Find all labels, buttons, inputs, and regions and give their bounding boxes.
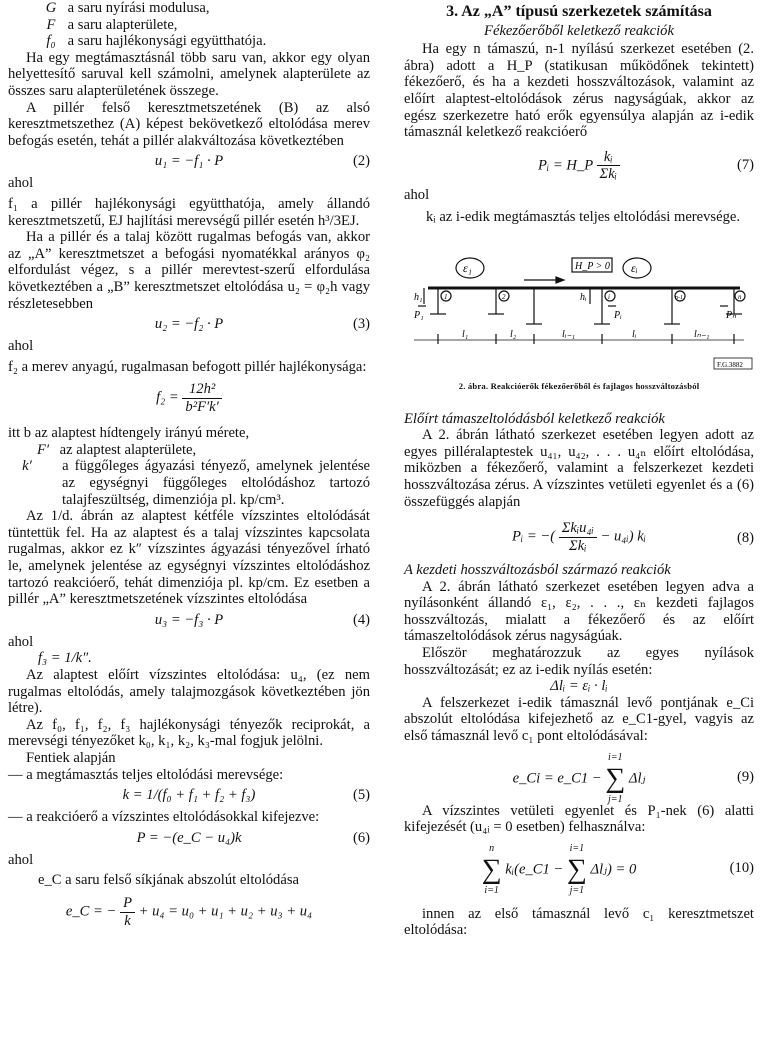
definition-symbol: f₀	[46, 33, 56, 50]
right-column	[404, 0, 754, 939]
sum-upper-limit: n	[489, 842, 495, 854]
fraction-denominator: Σkᵢ	[599, 166, 617, 183]
equation-lhs: e_C = −	[65, 903, 117, 920]
sum-upper-limit: i=1	[569, 842, 585, 854]
equation	[8, 826, 370, 852]
equation-mid: kᵢ(e_C1 −	[505, 861, 564, 878]
equation	[404, 510, 754, 562]
equation	[8, 149, 370, 175]
fraction	[120, 895, 135, 929]
fraction	[559, 520, 597, 554]
equation-formula	[404, 520, 754, 554]
paragraph: kᵢ az i-edik megtámasztás teljes eltolódási merevsége.	[426, 209, 741, 226]
paragraph: — a megtámasztás teljes eltolódási merevsége:	[8, 766, 284, 783]
equation-number: (10)	[729, 859, 754, 876]
equation-formula	[404, 842, 714, 898]
equation	[404, 745, 754, 803]
equation	[8, 889, 370, 929]
equation-rhs: Δlⱼ) = 0	[590, 861, 637, 878]
equation-formula: k = 1/(f₀ + f₁ + f₂ + f₃)	[122, 787, 256, 804]
label-hi: hᵢ	[580, 291, 587, 303]
equation-number: (3)	[352, 316, 370, 333]
equation-rhs: + u₄ = u₀ + u₁ + u₂ + u₃ + u₄	[138, 903, 313, 920]
paragraph: Először meghatározzuk az egyes nyílások hosszváltozását; ez az i-edik nyílás esetén:	[404, 645, 754, 678]
left-column	[8, 0, 370, 929]
paragraph: ahol	[8, 338, 34, 355]
label-pn: Pₙ	[726, 309, 737, 321]
equation-formula	[404, 751, 754, 807]
fraction-numerator: 12h²	[182, 381, 221, 399]
label-l1: l₁	[462, 328, 469, 340]
equation-number: (8)	[736, 530, 754, 547]
definition-text: a saru alapterülete,	[67, 16, 178, 33]
paragraph: Az 1/d. ábrán az alaptest kétféle vízszintes eltolódását tüntettük fel. Ha az alaptest és a talaj vízszintes kapcsolata rugalmas, akkor ez k″ vízszintes ágyazási tényezővel írható le, amelynek jelentése az egységnyi vízszintes eltolódáshoz tartozó reakcióerő, tehát dimenziója pl. kp/cm. Ez esetben a pillér „A” keresztmetszetének vízszintes eltolódása	[8, 508, 370, 608]
definition-text: a saru hajlékonysági együtthatója.	[67, 33, 267, 50]
label-p1: P₁	[414, 309, 424, 321]
paragraph: ahol	[404, 186, 430, 203]
paragraph: ahol	[8, 633, 34, 650]
equation-number: (2)	[352, 153, 370, 170]
sum-lower-limit: j=1	[608, 793, 623, 805]
paragraph: Az alaptest előírt vízszintes eltolódása: u₄, (ez nem rugalmas eltolódás, amely talajmozgások következtében jön létre).	[8, 667, 370, 717]
paragraph: itt b az alaptest hídtengely irányú mérete,	[8, 425, 250, 442]
paragraph: A 2. ábrán látható szerkezet esetében legyen adva a nyílásonként állandó ε₁, ε₂, . . ., εₙ kezdeti fajlagos hosszváltozás, mialatt a fékezőerő és az előírt támaszeltolódások zérus nagyságúak.	[404, 578, 754, 645]
fraction-denominator: b²F′k′	[185, 398, 219, 415]
fraction-denominator: k	[124, 912, 131, 929]
fraction-denominator: Σkᵢ	[569, 537, 587, 554]
label-epsilon-1: ε₁	[463, 260, 472, 275]
definition-text: a függőleges ágyazási tényező, amelynek jelentése az egységnyi függőleges eltolódáshoz tartozó talajfeszültség, dimenziója pl. kp/cm³.	[62, 458, 370, 508]
label-hp: H_P > 0	[575, 260, 610, 272]
equation-rhs: Δlⱼ	[628, 769, 646, 786]
definition-text: a saru nyírási modulusa,	[67, 0, 210, 16]
equation-formula: u₁ = −f₁ · P	[154, 153, 224, 170]
equation-number: (9)	[736, 768, 754, 785]
paragraph: Ha a pillér és a talaj között rugalmas befogás van, akkor az „A” keresztmetszet a befogási nyomatékkal arányos φ₂ elfordulást végez, s a pillér merevtest-szerű elfordulása következtében a „B” keresztmetszet eltolódása u₂ = φ₂h vagy részletesebben	[8, 229, 370, 312]
fraction	[597, 149, 620, 183]
equation-formula: P = −(e_C − u₄)k	[136, 829, 242, 846]
definition-item	[38, 33, 370, 50]
subsection-title: Előírt támaszeltolódásból keletkező reakciók	[404, 410, 665, 427]
equation-rhs: − u₄ᵢ) kᵢ	[600, 528, 646, 545]
definition-list	[8, 442, 370, 508]
sum-operator	[605, 751, 625, 807]
label-l2: l₂	[510, 328, 517, 340]
equation	[8, 608, 370, 634]
equation-number: (6)	[352, 829, 370, 846]
equation	[8, 375, 370, 425]
label-li-1: lᵢ₋₁	[562, 328, 576, 340]
fraction-numerator: kᵢ	[597, 149, 620, 167]
subsection-title: A kezdeti hosszváltozásból származó reakciók	[404, 562, 671, 579]
equation-formula: u₃ = −f₃ · P	[154, 611, 224, 628]
label-support-n: n	[738, 292, 742, 301]
fraction	[182, 381, 221, 415]
section-title: 3. Az „A” típusú szerkezetek számítása	[446, 3, 712, 20]
paragraph: Fentiek alapján	[26, 749, 116, 766]
definition-item	[22, 458, 370, 508]
definition-item	[38, 0, 370, 17]
paragraph: e_C a saru felső síkjának abszolút eltolódása	[38, 872, 299, 889]
fraction-numerator: P	[120, 895, 135, 913]
paragraph: innen az első támasznál levő c₁ keresztmetszet eltolódása:	[404, 905, 754, 939]
sum-lower-limit: i=1	[484, 884, 499, 896]
equation-lhs: e_Ci = e_C1 −	[512, 769, 602, 786]
paragraph: f₁ a pillér hajlékonysági együtthatója, amely állandó keresztmetszetű, EJ hajlítási merevségű pillér esetén h³/3EJ.	[8, 195, 370, 229]
paragraph: A pillér felső keresztmetszetének (B) az alsó keresztmetszethez (A) képest bekövetkező eltolódása merev befogás esetén, tehát a pillér alakváltozása következtében	[8, 99, 370, 149]
sum-upper-limit: i=1	[608, 751, 623, 763]
equation-formula: u₂ = −f₂ · P	[154, 316, 224, 333]
paragraph: f₂ a merev anyagú, rugalmasan befogott pillér hajlékonysága:	[8, 358, 367, 375]
figure-2-diagram	[404, 244, 754, 372]
paragraph: Ha egy n támaszú, n-1 nyílású szerkezet esetében (2. ábra) adott a H_P (statikusan működőnek tekintett) fékezőerő, és ha a kezdeti hosszváltozások, valamint az előírt alaptest-eltolódások zérus nagyságúak, akkor az egész szerkezetre ható erők egyensúlya alapján az i-edik támasznál keletkező reakcióerő	[404, 41, 754, 141]
paragraph: A 2. ábrán látható szerkezet esetében legyen adott az egyes pilléralaptestek u₄₁, u₄₂, . . . u₄ₙ előírt eltolódása, miközben a fékezőerő, valamint a felszerkezet kezdeti hosszváltozása zérus. A vízszintes vetületi egyenlet és a (6) összefüggés alapján	[404, 427, 754, 510]
label-li: lᵢ	[632, 328, 637, 340]
equation-number: (5)	[352, 787, 370, 804]
equation-lhs: Pᵢ = H_P	[538, 157, 593, 174]
sum-lower-limit: j=1	[569, 884, 585, 896]
equation	[8, 312, 370, 338]
paragraph: ahol	[8, 851, 34, 868]
label-support-n-1: n-1	[675, 294, 683, 301]
definition-item	[38, 17, 370, 34]
equation-lhs: Pᵢ = −(	[511, 528, 556, 545]
figure-caption: 2. ábra. Reakcióerők fékezőerőből és fajlagos hosszváltozásból	[458, 380, 700, 391]
equation-formula	[404, 149, 754, 183]
equation	[404, 836, 754, 898]
equation-lhs: f₂ =	[156, 389, 179, 406]
label-support-i: i	[608, 292, 610, 301]
figure-tag: F.G.3882	[717, 360, 743, 369]
sum-operator	[482, 842, 502, 898]
definition-item	[30, 442, 370, 459]
definition-symbol: F′	[36, 441, 50, 458]
definition-symbol: k′	[22, 458, 32, 475]
definition-symbol: G	[45, 0, 57, 16]
equation	[8, 783, 370, 809]
equation-formula: f₃ = 1/k″.	[38, 650, 92, 667]
sum-sign: ∑	[566, 853, 587, 885]
definition-list	[8, 0, 370, 50]
sum-operator	[567, 842, 587, 898]
label-epsilon-i: εᵢ	[631, 260, 638, 275]
paragraph: — a reakcióerő a vízszintes eltolódásokkal kifejezve:	[8, 809, 320, 826]
sum-sign: ∑	[481, 853, 502, 885]
structure-diagram	[404, 244, 754, 372]
paragraph: Az f₀, f₁, f₂, f₃ hajlékonysági tényezők reciprokát, a merevségi tényezőket k₀, k₁, k₂, k₃-mal fogjuk jelölni.	[8, 716, 370, 750]
fraction-numerator: Σkᵢu₄ᵢ	[559, 520, 597, 538]
paragraph: A felszerkezet i-edik támasznál levő pontjának e_Ci abszolút eltolódása kifejezhető az e_C1-gyel, vagyis az első támasznál levő c₁ pont eltolódásával:	[404, 694, 754, 745]
paragraph: ahol	[8, 175, 34, 192]
definition-symbol: F	[46, 16, 56, 33]
label-h1: h₁	[414, 291, 423, 303]
equation	[404, 141, 754, 187]
equation-formula: Δlᵢ = εᵢ · lᵢ	[550, 678, 608, 695]
sum-sign: ∑	[605, 762, 626, 794]
equation-number: (7)	[736, 156, 754, 173]
label-ln-1: lₙ₋₁	[694, 328, 710, 340]
label-support-1: 1	[444, 292, 448, 301]
subsection-title: Fékezőerőből keletkező reakciók	[484, 22, 674, 39]
label-support-2: 2	[502, 292, 506, 301]
definition-text: az alaptest alapterülete,	[59, 441, 197, 458]
equation-number: (4)	[352, 611, 370, 628]
paragraph: Ha egy megtámasztásnál több saru van, akkor egy olyan helyettesítő saruval kell számolni, amelynek alapterülete az összes saru alapterületének összege.	[8, 49, 370, 99]
paragraph: A vízszintes vetületi egyenlet és P₁-nek (6) alatti kifejezését (u₄ᵢ = 0 esetben) felhasználva:	[404, 802, 754, 836]
label-pi: Pᵢ	[614, 309, 622, 321]
